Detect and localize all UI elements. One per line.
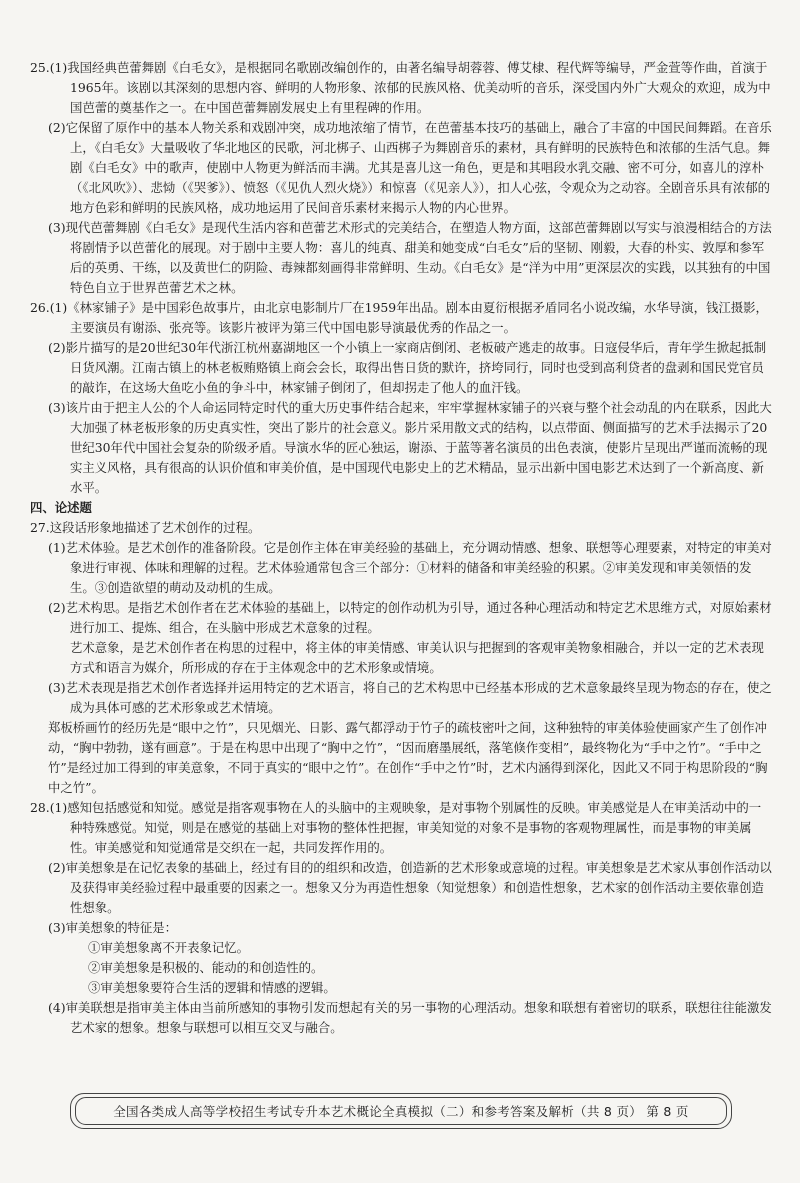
q27-item-3-text: 艺术表现是指艺术创作者选择并运用特定的艺术语言，将自己的艺术构思中已经基本形成的艺术意象最终呈现为物态的存在，使之成为具体可感的艺术形象或艺术情境。 [65,680,772,715]
q26-item-3-label: (3) [48,400,66,415]
q26-item-2-label: (2) [48,340,66,355]
q27-intro [30,518,772,538]
q25-item-2 [30,118,772,218]
q26-number: 26. [30,300,50,315]
q28-item-3 [30,918,772,938]
q28-item-4-text: 审美联想是指审美主体由当前所感知的事物引发而想起有关的另一事物的心理活动。想象和联想有着密切的联系，联想往往能激发艺术家的想象。想象与联想可以相互交叉与融合。 [65,1000,772,1035]
q25-number: 25. [30,60,50,75]
q26-item-2-text: 影片描写的是20世纪30年代浙江杭州嘉湖地区一个小镇上一家商店倒闭、老板破产逃走的故事。日寇侵华后，青年学生掀起抵制日货风潮。江南古镇上的林老板贿赂镇上商会会长，取得出售日货的默许，挤垮同行，同时也受到高利贷者的盘剥和国民党官员的敲诈，在这场大鱼吃小鱼的争斗中，林家铺子倒闭了，但却拐走了他人的血汗钱。 [65,340,767,395]
question-26 [30,298,772,498]
q26-item-3-text: 该片由于把主人公的个人命运同特定时代的重大历史事件结合起来，牢牢掌握林家铺子的兴衰与整个社会动乱的内在联系，因此大大加强了林老板形象的历史真实性，突出了影片的社会意义。影片采用散文式的结构，以点带面、侧面描写的艺术手法揭示了20世纪30年代中国社会复杂的阶级矛盾。导演水华的匠心独运，谢添、于蓝等著名演员的出色表演，使影片呈现出严谨而流畅的现实主义风格，具有很高的认识价值和审美价值，是中国现代电影史上的艺术精品，显示出新中国电影艺术达到了一个新高度、新水平。 [65,400,772,495]
question-28 [30,798,772,1038]
q28-item-1-text: 感知包括感觉和知觉。感觉是指客观事物在人的头脑中的主观映象，是对事物个别属性的反映。审美感觉是人在审美活动中的一种特殊感觉。知觉，则是在感觉的基础上对事物的整体性把握，审美知觉的对象不是事物的客观物理属性，而是事物的审美属性。审美感觉和知觉通常是交织在一起，共同发挥作用的。 [67,800,762,855]
q25-item-3 [30,218,772,298]
footer-text: 全国各类成人高等学校招生考试专升本艺术概论全真模拟（二）和参考答案及解析（共 8 页） 第 8 页 [113,1104,689,1119]
q28-feature-3: ③审美想象要符合生活的逻辑和情感的逻辑。 [88,980,336,995]
q27-item-2-continued [30,638,772,678]
q27-item-3-label: (3) [48,680,66,695]
q27-item-1 [30,538,772,598]
q28-item-4 [30,998,772,1038]
q26-item-2 [30,338,772,398]
q27-closing [30,718,772,798]
q27-item-1-text: 艺术体验。是艺术创作的准备阶段。它是创作主体在审美经验的基础上，充分调动情感、想象、联想等心理要素，对特定的审美对象进行审视、体味和理解的过程。艺术体验通常包含三个部分：①材料的储备和审美经验的积累。②审美发现和审美领悟的发生。③创造欲望的萌动及动机的生成。 [65,540,772,595]
q26-item-1-text: 《林家铺子》是中国彩色故事片，由北京电影制片厂在1959年出品。剧本由夏衍根据矛盾同名小说改编，水华导演，钱江摄影，主要演员有谢添、张亮等。该影片被评为第三代中国电影导演最优秀的作品之一。 [67,300,768,335]
q28-number: 28. [30,800,50,815]
q28-feature-2: ②审美想象是积极的、能动的和创造性的。 [88,960,324,975]
q25-item-3-text: 现代芭蕾舞剧《白毛女》是现代生活内容和芭蕾艺术形式的完美结合，在塑造人物方面，这部芭蕾舞剧以写实与浪漫相结合的方法将剧情予以芭蕾化的展现。对于剧中主要人物：喜儿的纯真、甜美和她变成“白毛女”后的坚韧、刚毅，大春的朴实、敦厚和参军后的英勇、干练，以及黄世仁的阴险、毒辣都刻画得非常鲜明、生动。《白毛女》是“洋为中用”更深层次的实践，以其独有的中国特色自立于世界芭蕾艺术之林。 [65,220,772,295]
section-heading: 四、论述题 [30,500,92,515]
q28-item-3-label: (3) [48,920,66,935]
q27-item-2b-text: 艺术意象，是艺术创作者在构思的过程中，将主体的审美情感、审美认识与把握到的客观审美物象相融合，并以一定的艺术表现方式和语言为媒介，所形成的存在于主体观念中的艺术形象或情境。 [70,640,764,675]
q26-item-1-label: (1) [49,300,68,315]
q27-item-2 [30,598,772,638]
q27-item-2-text: 艺术构思。是指艺术创作者在艺术体验的基础上，以特定的创作动机为引导，通过各种心理活动和特定艺术思维方式，对原始素材进行加工、提炼、组合，在头脑中形成艺术意象的过程。 [65,600,772,635]
q25-item-1 [30,58,772,118]
question-25 [30,58,772,298]
q25-item-2-text: 它保留了原作中的基本人物关系和戏剧冲突，成功地浓缩了情节，在芭蕾基本技巧的基础上，融合了丰富的中国民间舞蹈。在音乐上，《白毛女》大量吸收了华北地区的民歌，河北梆子、山西梆子为舞剧音乐的素材，具有鲜明的民族特色和浓郁的生活气息。舞剧《白毛女》中的歌声，使剧中人物更为鲜活而丰满。尤其是喜儿这一角色，更是和其唱段水乳交融、密不可分，如喜儿的淳朴（《北风吹》）、悲恸（《哭爹》）、愤怒（《见仇人烈火烧》）和惊喜（《见亲人》），扣人心弦，令观众为之动容。全剧音乐具有浓郁的地方色彩和鲜明的民族风格，成功地运用了民间音乐素材来揭示人物的内心世界。 [65,120,772,215]
q27-item-1-label: (1) [48,540,66,555]
question-27 [30,518,772,798]
q28-item-1 [30,798,772,858]
q28-item-4-label: (4) [48,1000,66,1015]
q27-intro-text: 这段话形象地描述了艺术创作的过程。 [49,520,261,535]
answer-page [30,58,772,1038]
q27-item-3 [30,678,772,718]
q27-number: 27. [30,520,50,535]
q25-item-3-label: (3) [48,220,66,235]
q28-item-2-text: 审美想象是在记忆表象的基础上，经过有目的的组织和改造，创造新的艺术形象或意境的过程。审美想象是艺术家从事创作活动以及获得审美经验过程中最重要的因素之一。想象又分为再造性想象（知觉想象）和创造性想象，艺术家的创作活动主要依靠创造性想象。 [65,860,772,915]
q28-item-2 [30,858,772,918]
q27-item-2-label: (2) [48,600,66,615]
q28-item-1-label: (1) [49,800,68,815]
q27-closing-text: 郑板桥画竹的经历先是“眼中之竹”，只见烟光、日影、露气都浮动于竹子的疏枝密叶之间，这种独特的审美体验使画家产生了创作冲动，“胸中勃勃，遂有画意”。于是在构思中出现了“胸中之竹”，“因而磨墨展纸，落笔倏作变相”，最终物化为“手中之竹”。“手中之竹”是经过加工得到的审美意象，不同于真实的“眼中之竹”。在创作“手中之竹”时，艺术内涵得到深化，因此又不同于构思阶段的“胸中之竹”。 [48,720,768,795]
q25-item-1-text: 我国经典芭蕾舞剧《白毛女》，是根据同名歌剧改编创作的，由著名编导胡蓉蓉、傅艾棣、程代辉等编导，严金萱等作曲，首演于1965年。该剧以其深刻的思想内容、鲜明的人物形象、浓郁的民族风格、优美动听的音乐，深受国内外广大观众的欢迎，成为中国芭蕾的奠基作之一。在中国芭蕾舞剧发展史上有里程碑的作用。 [67,60,771,115]
q28-item-2-label: (2) [48,860,66,875]
q26-item-1 [30,298,772,338]
q26-item-3 [30,398,772,498]
q28-item-3-text: 审美想象的特征是： [65,920,178,935]
q25-item-1-label: (1) [49,60,68,75]
q28-feature-1: ①审美想象离不开表象记忆。 [88,940,250,955]
q25-item-2-label: (2) [48,120,66,135]
page-footer [70,1093,732,1129]
